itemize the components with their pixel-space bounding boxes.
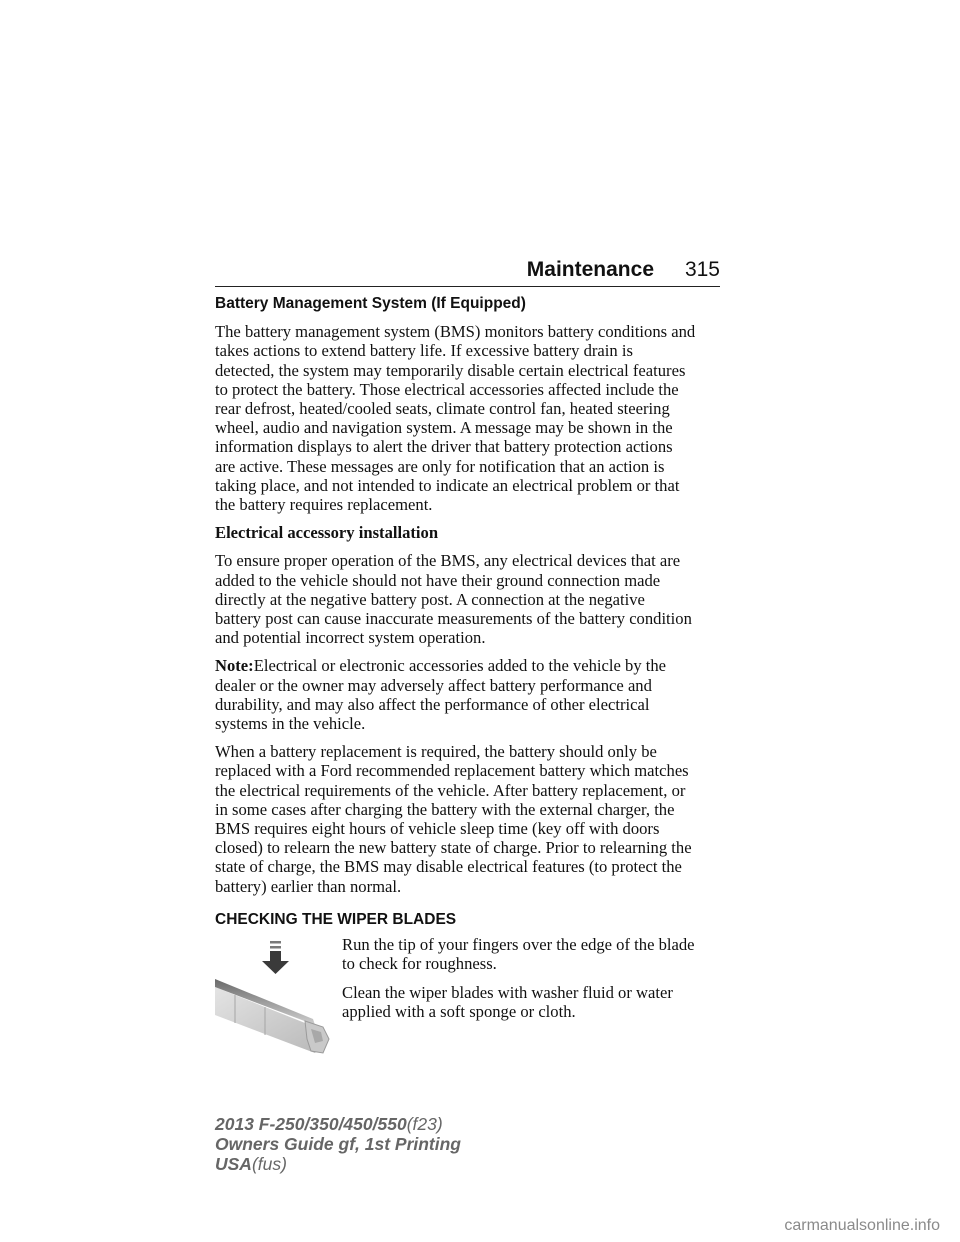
footer-region: USA <box>215 1154 252 1174</box>
footer-region-code: (fus) <box>251 1154 287 1174</box>
replacement-paragraph: When a battery replacement is required, the battery should only be replaced with a Ford recommended replacement battery which matches the electrical requirements of the vehicle. After battery replacement, or in some cases after charging the battery with the external charger, the BMS requires eight hours of vehicle sleep time (key off with doors closed) to relearn the new battery state of charge. Prior to relearning the state of charge, the BMS may disable electrical features (to protect the battery) earlier than normal. <box>215 742 692 896</box>
wiper-section <box>215 935 725 1055</box>
page-content <box>215 294 725 1055</box>
footer-model-line <box>215 1114 461 1134</box>
wiper-heading: CHECKING THE WIPER BLADES <box>215 910 457 928</box>
bms-paragraph: The battery management system (BMS) monitors battery conditions and takes actions to extend battery life. If excessive battery drain is detected, the system may temporarily disable certain electrical features to protect the battery. Those electrical accessories affected include the rear defrost, heated/cooled seats, climate control fan, heated steering wheel, audio and navigation system. A message may be shown in the information displays to alert the driver that battery protection actions are active. These messages are only for notification that an action is taking place, and not intended to indicate an electrical problem or that the battery requires replacement. <box>215 322 696 515</box>
note-text: Electrical or electronic accessories added to the vehicle by the dealer or the owner may adversely affect battery performance and durability, and may also affect the performance of other electrical systems in the vehicle. <box>215 656 667 734</box>
page-footer <box>215 1114 461 1174</box>
footer-guide-line <box>215 1134 461 1154</box>
page-number: 315 <box>684 258 720 281</box>
watermark-link[interactable]: carmanualsonline.info <box>784 1217 940 1234</box>
footer-region-line <box>215 1154 461 1174</box>
wiper-paragraph-1: Run the tip of your fingers over the edge of the blade to check for roughness. <box>342 935 695 974</box>
note-label: Note: <box>215 656 254 676</box>
wiper-blade-icon <box>215 935 340 1055</box>
footer-guide: Owners Guide gf, 1st Printing <box>215 1134 461 1154</box>
accessory-paragraph: To ensure proper operation of the BMS, any electrical devices that are added to the vehicle should not have their ground connection made directly at the negative battery post. A connection at the negative battery post can cause inaccurate measurements of the battery condition and potential incorrect system operation. <box>215 551 692 648</box>
section-title: Maintenance <box>526 258 654 281</box>
bms-heading: Battery Management System (If Equipped) <box>215 295 526 312</box>
footer-model: 2013 F-250/350/450/550 <box>215 1114 407 1134</box>
footer-model-code: (f23) <box>406 1114 443 1134</box>
wiper-paragraph-2: Clean the wiper blades with washer fluid or water applied with a soft sponge or cloth. <box>342 982 673 1021</box>
note-paragraph <box>215 656 725 733</box>
accessory-heading: Electrical accessory installation <box>215 523 439 543</box>
page-header <box>215 254 720 287</box>
wiper-text <box>342 935 727 1030</box>
